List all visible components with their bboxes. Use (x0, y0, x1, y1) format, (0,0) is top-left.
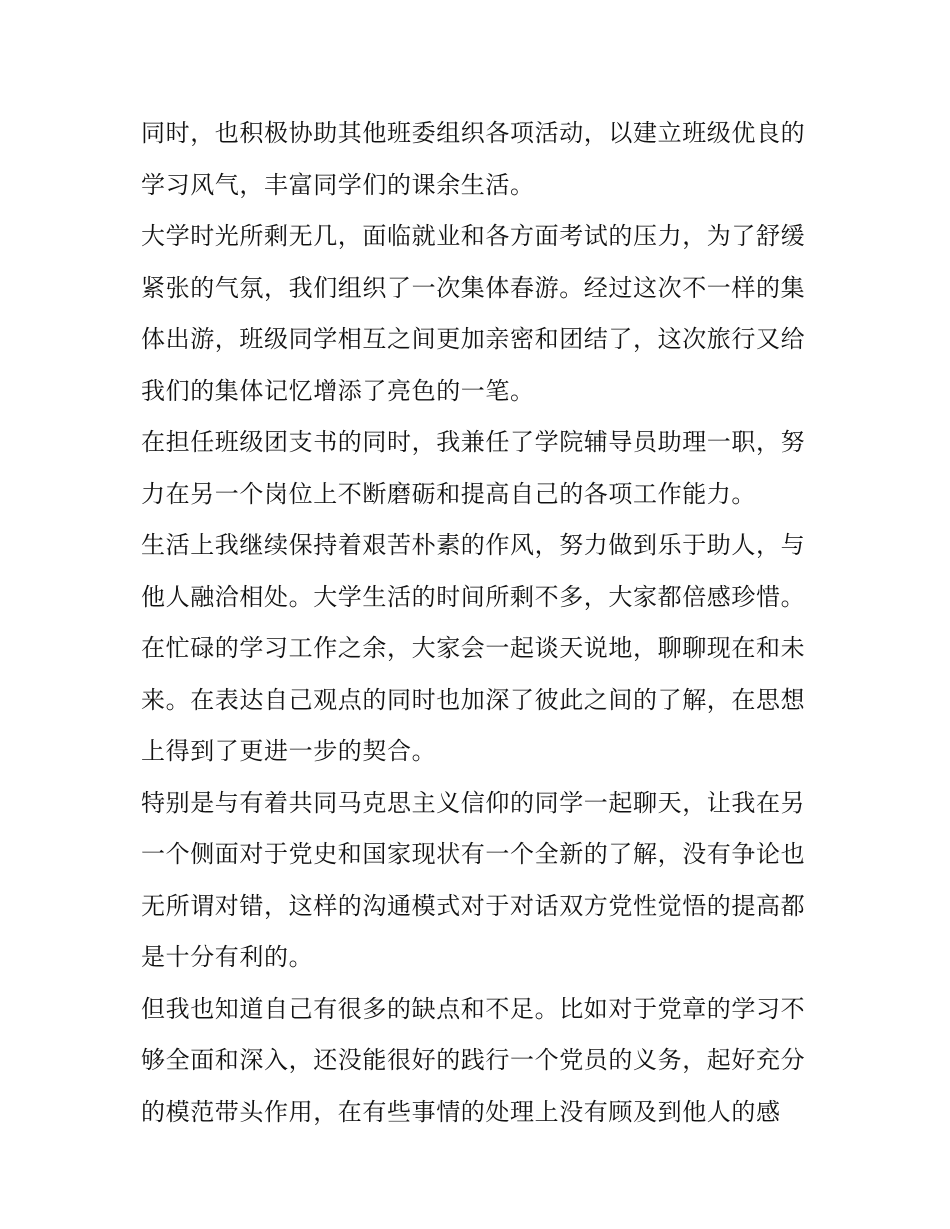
text-line: 生活上我继续保持着艰苦朴素的作风，努力做到乐于助人，与 (141, 531, 806, 559)
text-line: 来。在表达自己观点的同时也加深了彼此之间的了解，在思想 (141, 685, 806, 714)
text-line: 但我也知道自己有很多的缺点和不足。比如对于党章的学习不 (141, 994, 806, 1023)
text-line: 特别是与有着共同马克思主义信仰的同学一起聊天，让我在另 (141, 788, 806, 817)
text-line: 体出游，班级同学相互之间更加亲密和团结了，这次旅行又给 (141, 325, 806, 353)
text-line: 上得到了更进一步的契合。 (141, 737, 437, 765)
text-line: 无所谓对错，这样的沟通模式对于对话双方党性觉悟的提高都 (141, 891, 806, 920)
text-line: 力在另一个岗位上不断磨砺和提高自己的各项工作能力。 (141, 479, 756, 508)
text-line: 学习风气，丰富同学们的课余生活。 (141, 170, 535, 199)
text-line: 紧张的气氛，我们组织了一次集体春游。经过这次不一样的集 (141, 273, 806, 302)
text-line: 在忙碌的学习工作之余，大家会一起谈天说地，聊聊现在和未 (141, 634, 806, 662)
text-line: 够全面和深入，还没能很好的践行一个党员的义务，起好充分 (141, 1046, 806, 1074)
text-line: 一个侧面对于党史和国家现状有一个全新的了解，没有争论也 (141, 840, 806, 868)
text-line: 他人融洽相处。大学生活的时间所剩不多，大家都倍感珍惜。 (141, 582, 806, 611)
text-line: 大学时光所剩无几，面临就业和各方面考试的压力，为了舒缓 (141, 222, 806, 250)
text-line: 我们的集体记忆增添了亮色的一笔。 (141, 376, 535, 405)
document-body (141, 108, 821, 1138)
text-line: 在担任班级团支书的同时，我兼任了学院辅导员助理一职，努 (141, 428, 806, 456)
text-line: 同时，也积极协助其他班委组织各项活动，以建立班级优良的 (141, 119, 806, 147)
text-line: 的模范带头作用，在有些事情的处理上没有顾及到他人的感 (141, 1097, 781, 1126)
text-line: 是十分有利的。 (141, 943, 314, 971)
